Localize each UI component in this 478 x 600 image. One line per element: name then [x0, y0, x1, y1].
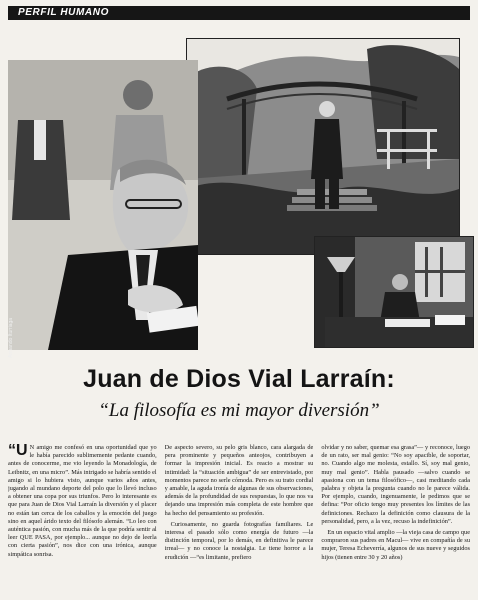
article-paragraph: olvidar y no saber, quemar esa grasa”— y reconoce, luego de un rato, ser mal genio: “No soy apacible, de soportar, no. Cuando algo me molesta, estallo. Sí, soy mal genio, muy mal genio”. Habla pausado —salvo cuando se apasiona con un tema filosófico—, casi meditando cada palabra y objeta la pregunta cuando no le parece válida. Por ejemplo, cuando, ingenuamente, le pedimos que se defina: “Por oficio tengo muy presentes los límites de las definiciones. Rechazo la definición como clausura de la personalidad, pero, a la vez, recuso la indefinición”.	[321, 444, 471, 525]
article-body	[8, 444, 470, 596]
article-paragraph: Curiosamente, no guarda fotografías familiares. Le interesa el pasado sólo como energía de futuro —la distinción temporal, por lo demás, en definitiva le parece irreal— y no conoce la nostalgia. Le tiene horror a la erudición —“es limitante, prefiero	[164, 520, 314, 561]
photo-study-desk	[314, 236, 474, 348]
article-column-2	[165, 444, 314, 596]
garden-photo-image	[187, 39, 459, 254]
portrait-photo-image	[8, 60, 198, 350]
paragraph-text: N amigo me confesó en una oportunidad que yo le había parecido sublimemente pedante cuando, antes de conocerme, me vio leyendo la Monadología, de Leibnitz, en una micro”. Más intrigado se habría sentido el amigo si lo hubiera visto, aunque varios años antes, jugando al mundano deporte del polo que lo llevó incluso a obtener una copa por sus triunfos. Pero lo interesante es que para Juan de Dios Vial Larraín la diversión y el placer no están tan cerca de los caballos y la emoción del juego sino en aquel árido texto del filósofo alemán. “Lo leo con auténtica pasión, con mucha más de la que podría sentir al leer QUE PASA, por ejemplo... aunque no dejo de leerla con cierta pasión”, nos dice con una irónica, aunque simpática sonrisa.	[8, 444, 157, 558]
article-paragraph	[8, 444, 157, 559]
article-column-3	[321, 444, 470, 596]
article-subheadline: “La filosofía es mi mayor diversión”	[98, 400, 380, 421]
photo-portrait-collage	[8, 60, 198, 350]
photo-garden-steps	[186, 38, 460, 255]
drop-cap: “U	[8, 444, 28, 459]
article-paragraph: De aspecto severo, su pelo gris blanco, cara alargada de pera prominente y pequeños anteojos, contribuyen a formar la impresión inicial. Es reacio a mostrar su intimidad: la “situación ambigua” de ser entrevistado, por momentos parece no serle cómoda. Pero es su trato cordial y amable, la aguda ironía de algunas de sus observaciones, además de la profundidad de sus respuestas, lo que nos va dejando una impresión más completa de este hombre que ha hecho del pensamiento su profesión.	[164, 444, 314, 517]
article-paragraph: En un espacio vital amplio —la vieja casa de campo que compraron sus padres en Macul— vive en compañía de su mujer, Teresa Echeverría, algunos de sus nueve y seguidos hijos (tienen entre 30 y 20 años)	[321, 529, 471, 561]
photo-credit-text: Armando Iturriaga	[8, 317, 14, 358]
article-column-1	[8, 444, 157, 596]
section-header-bar	[8, 6, 470, 20]
article-headline: Juan de Dios Vial Larraín:	[83, 365, 395, 393]
photo-credit	[8, 300, 16, 360]
section-label: PERFIL HUMANO	[18, 7, 109, 18]
study-photo-image	[315, 237, 473, 347]
